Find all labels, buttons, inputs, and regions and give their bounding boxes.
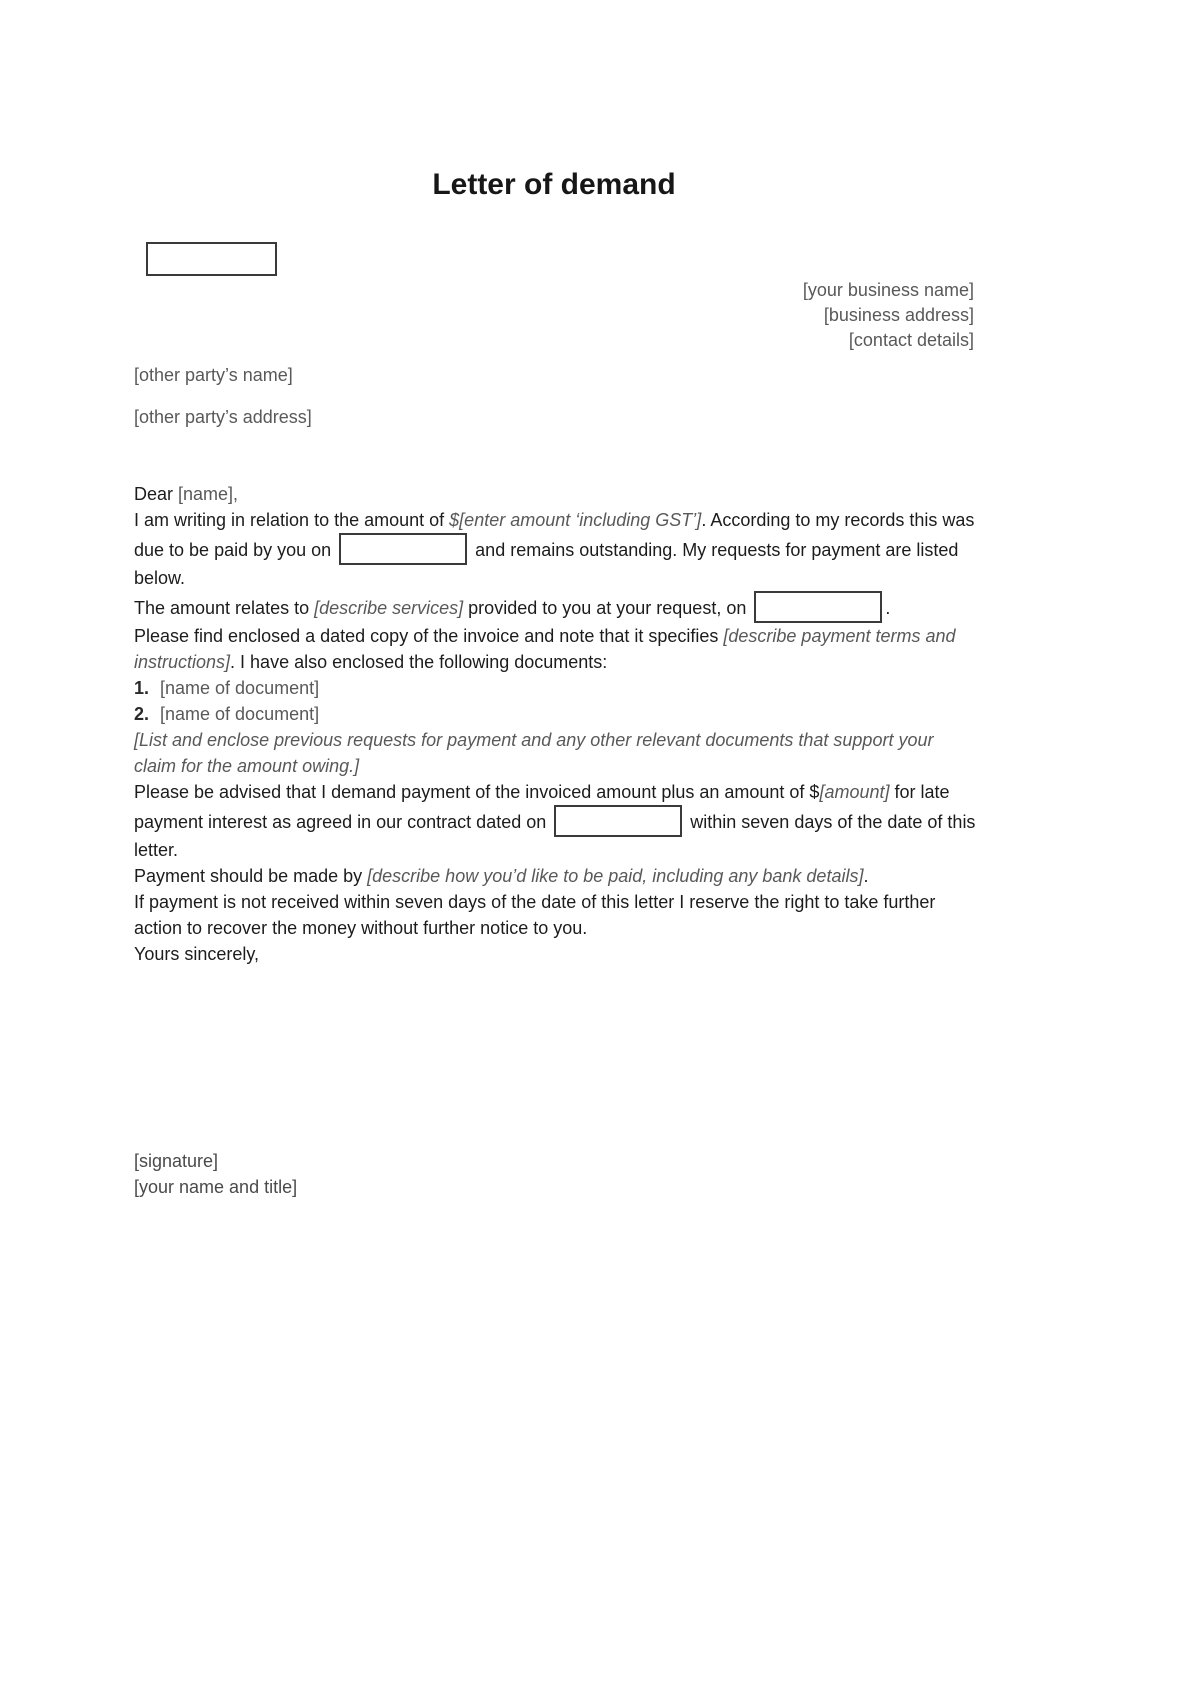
amount-placeholder: $[enter amount ‘including GST’] (449, 510, 702, 530)
paragraph-list-instruction (134, 727, 979, 779)
closing-text: Yours sincerely, (134, 944, 260, 964)
sender-address-block (134, 278, 974, 353)
text-segment: and remains outstanding. My requests for payment are listed below. (134, 540, 959, 588)
text-segment: for late payment interest as agreed in our contract dated on (134, 782, 950, 832)
closing (134, 941, 979, 967)
recipient-name: [other party’s name] (134, 365, 293, 385)
services-placeholder: [describe services] (314, 598, 464, 618)
text-segment: within seven days of the date of this letter. (134, 812, 976, 860)
text-segment: . I have also enclosed the following documents: (230, 652, 608, 672)
enclosed-documents-list (134, 675, 979, 727)
sender-business-address: [business address] (823, 305, 974, 325)
contract-date-field-box[interactable] (554, 805, 682, 837)
text-segment: If payment is not received within seven days of the date of this letter I reserve the right to take further action to recover the money without further notice to you. (134, 892, 936, 938)
due-date-field-box[interactable] (339, 533, 467, 565)
text-segment: Please be advised that I demand payment of the invoiced amount plus an amount of $ (134, 782, 820, 802)
text-segment: The amount relates to (134, 598, 315, 618)
payment-method-placeholder: [describe how you’d like to be paid, including any bank details] (367, 866, 864, 886)
list-instruction-placeholder: [List and enclose previous requests for payment and any other relevant documents that support your claim for the amount owing.] (134, 730, 934, 776)
paragraph-amount-due (134, 507, 979, 591)
text-segment: . According to my records this was due to be paid by you on (134, 510, 975, 560)
text-segment: . (863, 866, 869, 886)
paragraph-invoice (134, 623, 979, 675)
name-placeholder: [name], (178, 484, 239, 504)
text-segment: . (885, 598, 891, 618)
text-segment: I am writing in relation to the amount of (134, 510, 450, 530)
paragraph-payment-method (134, 863, 979, 889)
interest-amount-placeholder: [amount] (819, 782, 890, 802)
text-segment: Payment should be made by (134, 866, 368, 886)
name-title-placeholder: [your name and title] (134, 1177, 298, 1197)
paragraph-warning (134, 889, 979, 941)
list-item-number: 2. (134, 704, 150, 724)
paragraph-services (134, 591, 979, 623)
salutation-text: Dear (134, 484, 179, 504)
empty-text-box[interactable] (146, 242, 277, 276)
paragraph-demand (134, 779, 979, 863)
page-title: Letter of demand (432, 168, 676, 201)
salutation (134, 481, 979, 507)
signature-placeholder: [signature] (134, 1151, 219, 1171)
text-segment: provided to you at your request, on (463, 598, 752, 618)
sender-contact-details: [contact details] (848, 330, 974, 350)
text-segment: Please find enclosed a dated copy of the invoice and note that it specifies (134, 626, 724, 646)
sender-business-name: [your business name] (802, 280, 974, 300)
letter-body (134, 481, 979, 967)
list-item-number: 1. (134, 678, 150, 698)
list-item (134, 675, 979, 701)
document-name-placeholder: [name of document] (160, 678, 320, 698)
list-item (134, 701, 979, 727)
service-date-field-box[interactable] (754, 591, 882, 623)
payment-terms-placeholder: [describe payment terms and instructions] (134, 626, 956, 672)
signature-block (134, 1148, 297, 1200)
document-name-placeholder: [name of document] (160, 704, 320, 724)
recipient-address: [other party’s address] (134, 407, 312, 427)
